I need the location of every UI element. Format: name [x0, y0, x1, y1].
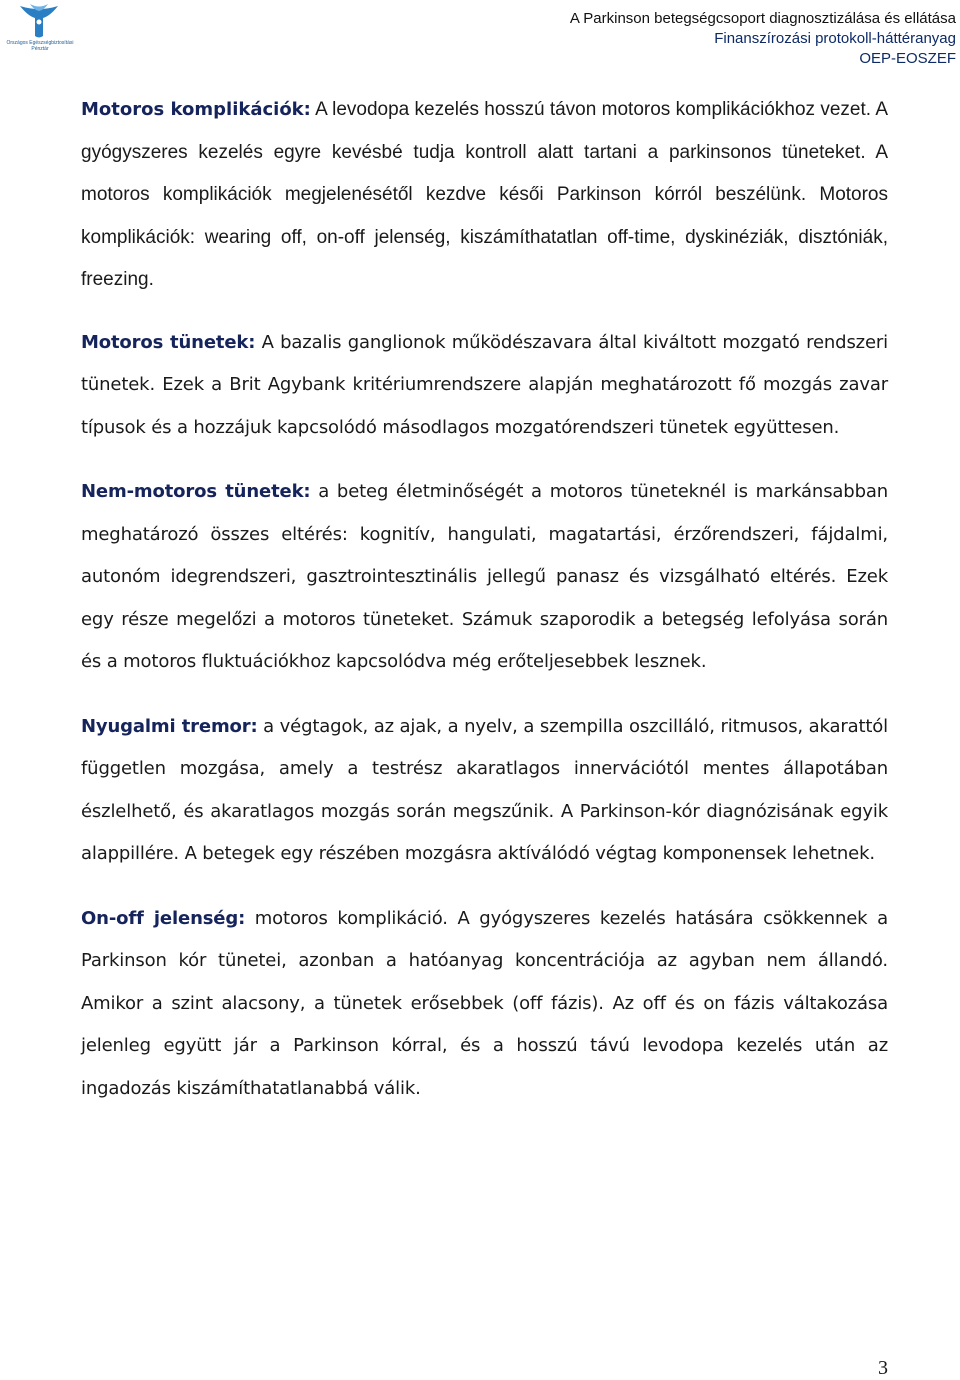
header-subtitle: Finanszírozási protokoll-háttéranyag: [714, 30, 956, 47]
definition-text: a beteg életminőségét a motoros tüneteknél is markánsabban meghatározó összes eltérés: kognitív, hangulati, magatartási, érzőrendszeri, fájdalmi, autonóm idegrendszeri, gasztrointesztinális jellegű panasz és vizsgálható eltérés. Ezek egy része megelőzi a motoros tüneteket. Számuk szaporodik a betegség lefolyása során és a motoros fluktuációkhoz kapcsolódva még erőteljesebbek lesznek.: [81, 481, 888, 672]
page-number: 3: [878, 1357, 888, 1379]
definition-term: Motoros tünetek:: [81, 331, 256, 353]
definition-term: Nyugalmi tremor:: [81, 715, 258, 737]
header-title: A Parkinson betegségcsoport diagnosztizálása és ellátása: [569, 10, 956, 27]
header-org: OEP-EOSZEF: [859, 50, 956, 67]
logo-emblem-icon: [16, 2, 62, 40]
running-header: [570, 9, 956, 69]
definition-paragraph: [81, 89, 888, 302]
definition-text: motoros komplikáció. A gyógyszeres kezelés hatására csökkennek a Parkinson kór tünetei, azonban a hatóanyag koncentrációja az agyban nem állandó. Amikor a szint alacsony, a tünetek erősebbek (off fázis). Az off és on fázis váltakozása jelenleg együtt jár a Parkinson kórral, és a hosszú távú levodopa kezelés után az ingadozás kiszámíthatatlanabbá válik.: [81, 907, 888, 1099]
definition-term: On-off jelenség:: [81, 907, 246, 929]
definition-term: Nem-motoros tünetek:: [81, 481, 311, 502]
body-text: [81, 89, 888, 1132]
definition-paragraph: [81, 471, 888, 684]
definition-term: Motoros komplikációk:: [81, 99, 311, 120]
definition-paragraph: [81, 706, 888, 876]
definition-text: a végtagok, az ajak, a nyelv, a szempilla oszcilláló, ritmusos, akarattól független mozgása, amely a testrész akaratlagos innervációtól mentes állapotában észlelhető, és akaratlagos mozgás során megszűnik. A Parkinson-kór diagnózisának egyik alappillére. A betegek egy részében mozgásra aktíválódó végtag komponensek lehetnek.: [81, 715, 888, 864]
oep-logo: [0, 0, 80, 62]
definition-paragraph: [81, 898, 888, 1111]
logo-text: Országos Egészségbiztosítási Pénztár: [6, 40, 74, 52]
definition-text: A bazalis ganglionok működészavara által kiváltott mozgató rendszeri tünetek. Ezek a Brit Agybank kritériumrendszere alapján meghatározott fő mozgás zavar típusok és a hozzájuk kapcsolódó másodlagos mozgatórendszeri tünetek együttesen.: [81, 331, 889, 438]
definition-text: A levodopa kezelés hosszú távon motoros komplikációkhoz vezet. A gyógyszeres kezelés egyre kevésbé tudja kontroll alatt tartani a parkinsonos tüneteket. A motoros komplikációk megjelenésétől kezdve késői Parkinson kórról beszélünk. Motoros komplikációk: wearing off, on-off jelenség, kiszámíthatatlan off-time, dyskinéziák, disztóniák, freezing.: [81, 99, 888, 290]
definition-paragraph: [81, 322, 888, 450]
